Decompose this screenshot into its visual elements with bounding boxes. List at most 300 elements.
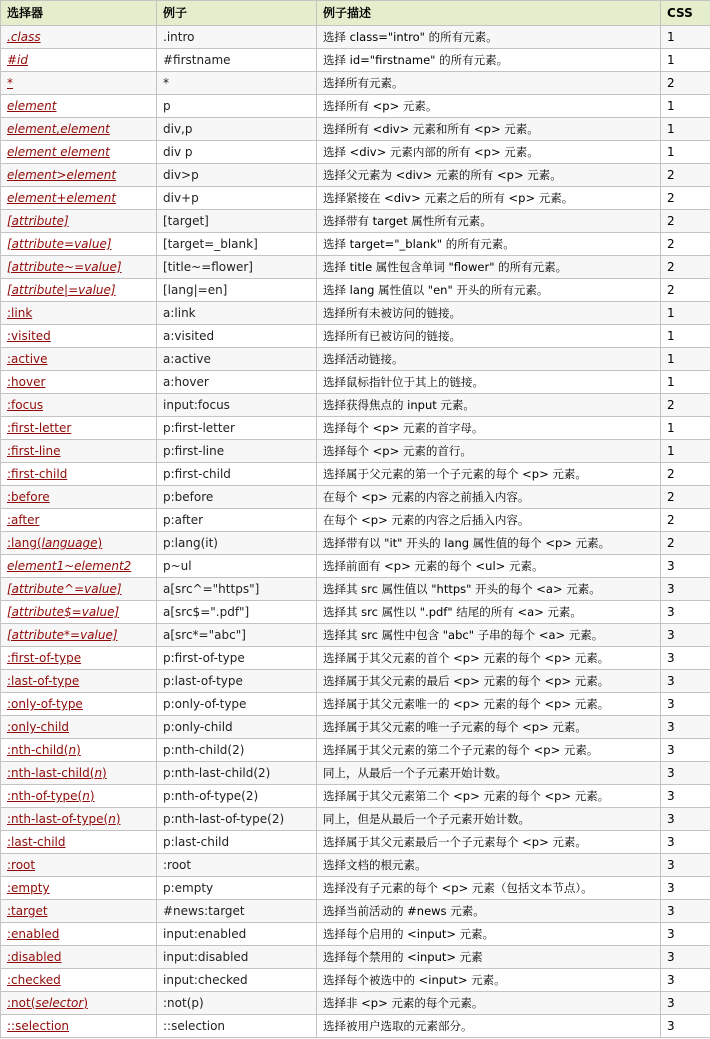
selector-prefix: :root bbox=[7, 858, 36, 872]
description-cell: 选择每个禁用的 <input> 元素 bbox=[317, 946, 661, 969]
css-version-cell: 1 bbox=[661, 141, 710, 164]
selector-link[interactable] bbox=[7, 743, 81, 757]
table-row bbox=[1, 601, 710, 624]
example-cell: input:checked bbox=[157, 969, 317, 992]
selector-link[interactable] bbox=[7, 375, 45, 389]
example-cell: a:hover bbox=[157, 371, 317, 394]
selector-cell bbox=[1, 808, 157, 831]
css-version-cell: 3 bbox=[661, 716, 710, 739]
description-cell: 选择 <div> 元素内部的所有 <p> 元素。 bbox=[317, 141, 661, 164]
description-cell: 选择所有已被访问的链接。 bbox=[317, 325, 661, 348]
description-cell: 选择属于其父元素的首个 <p> 元素的每个 <p> 元素。 bbox=[317, 647, 661, 670]
selector-cell bbox=[1, 716, 157, 739]
header-css-version: CSS bbox=[661, 1, 710, 26]
description-cell: 选择其 src 属性中包含 "abc" 子串的每个 <a> 元素。 bbox=[317, 624, 661, 647]
table-row bbox=[1, 808, 710, 831]
selector-cell bbox=[1, 118, 157, 141]
selector-italic: [attribute^=value] bbox=[7, 582, 122, 596]
table-row bbox=[1, 785, 710, 808]
table-row bbox=[1, 210, 710, 233]
css-version-cell: 1 bbox=[661, 417, 710, 440]
example-cell: #news:target bbox=[157, 900, 317, 923]
description-cell: 选择 class="intro" 的所有元素。 bbox=[317, 26, 661, 49]
selector-link[interactable] bbox=[7, 191, 116, 205]
selector-cell bbox=[1, 394, 157, 417]
example-cell: input:enabled bbox=[157, 923, 317, 946]
selector-prefix: :visited bbox=[7, 329, 51, 343]
selector-prefix: :active bbox=[7, 352, 48, 366]
css-version-cell: 3 bbox=[661, 601, 710, 624]
selector-suffix: ) bbox=[102, 766, 107, 780]
selector-prefix: :link bbox=[7, 306, 33, 320]
table-row bbox=[1, 877, 710, 900]
selector-cell bbox=[1, 210, 157, 233]
selector-link[interactable] bbox=[7, 559, 131, 573]
table-row bbox=[1, 394, 710, 417]
table-row bbox=[1, 486, 710, 509]
selector-prefix: :nth-last-of-type( bbox=[7, 812, 109, 826]
selector-cell bbox=[1, 256, 157, 279]
selector-link[interactable] bbox=[7, 398, 43, 412]
selector-link[interactable] bbox=[7, 812, 121, 826]
example-cell: p:nth-of-type(2) bbox=[157, 785, 317, 808]
example-cell: div+p bbox=[157, 187, 317, 210]
table-row bbox=[1, 233, 710, 256]
example-cell: p:nth-last-of-type(2) bbox=[157, 808, 317, 831]
selector-link[interactable] bbox=[7, 421, 71, 435]
description-cell: 同上，从最后一个子元素开始计数。 bbox=[317, 762, 661, 785]
selector-italic: n bbox=[68, 743, 77, 757]
description-cell: 选择属于其父元素的唯一子元素的每个 <p> 元素。 bbox=[317, 716, 661, 739]
example-cell: [target] bbox=[157, 210, 317, 233]
selector-cell bbox=[1, 141, 157, 164]
css-version-cell: 2 bbox=[661, 509, 710, 532]
description-cell: 选择 title 属性包含单词 "flower" 的所有元素。 bbox=[317, 256, 661, 279]
table-row bbox=[1, 187, 710, 210]
description-cell: 选择没有子元素的每个 <p> 元素（包括文本节点）。 bbox=[317, 877, 661, 900]
selector-italic: n bbox=[82, 789, 90, 803]
example-cell: p:after bbox=[157, 509, 317, 532]
css-version-cell: 2 bbox=[661, 233, 710, 256]
selector-prefix: :last-child bbox=[7, 835, 66, 849]
table-row bbox=[1, 417, 710, 440]
selector-cell bbox=[1, 233, 157, 256]
table-row bbox=[1, 923, 710, 946]
example-cell: a[src^="https"] bbox=[157, 578, 317, 601]
selector-link[interactable] bbox=[7, 605, 119, 619]
selector-cell bbox=[1, 624, 157, 647]
description-cell: 选择所有元素。 bbox=[317, 72, 661, 95]
selector-prefix: :first-letter bbox=[7, 421, 72, 435]
table-row bbox=[1, 371, 710, 394]
selector-prefix: * bbox=[7, 76, 13, 90]
example-cell: p:lang(it) bbox=[157, 532, 317, 555]
selector-prefix: :enabled bbox=[7, 927, 60, 941]
css-version-cell: 3 bbox=[661, 831, 710, 854]
css-version-cell: 2 bbox=[661, 486, 710, 509]
selector-cell bbox=[1, 302, 157, 325]
css-version-cell: 2 bbox=[661, 187, 710, 210]
example-cell: a[src*="abc"] bbox=[157, 624, 317, 647]
table-row bbox=[1, 739, 710, 762]
css-version-cell: 2 bbox=[661, 532, 710, 555]
selector-cell bbox=[1, 348, 157, 371]
selector-cell bbox=[1, 1015, 157, 1038]
example-cell: :not(p) bbox=[157, 992, 317, 1015]
selector-suffix: ) bbox=[83, 996, 89, 1010]
selector-link[interactable] bbox=[7, 260, 122, 274]
description-cell: 选择所有 <p> 元素。 bbox=[317, 95, 661, 118]
description-cell: 选择属于其父元素的第二个子元素的每个 <p> 元素。 bbox=[317, 739, 661, 762]
example-cell: a:link bbox=[157, 302, 317, 325]
selector-link[interactable] bbox=[7, 904, 48, 918]
table-row bbox=[1, 854, 710, 877]
selector-prefix: :hover bbox=[7, 375, 46, 389]
description-cell: 选择带有以 "it" 开头的 lang 属性值的每个 <p> 元素。 bbox=[317, 532, 661, 555]
example-cell: ::selection bbox=[157, 1015, 317, 1038]
example-cell: a:active bbox=[157, 348, 317, 371]
selector-cell bbox=[1, 72, 157, 95]
description-cell: 选择被用户选取的元素部分。 bbox=[317, 1015, 661, 1038]
table-row bbox=[1, 509, 710, 532]
selector-italic: n bbox=[94, 766, 103, 780]
header-selector: 选择器 bbox=[1, 1, 157, 26]
table-row bbox=[1, 900, 710, 923]
description-cell: 选择每个 <p> 元素的首行。 bbox=[317, 440, 661, 463]
css-version-cell: 3 bbox=[661, 762, 710, 785]
selector-link[interactable] bbox=[7, 168, 116, 182]
example-cell: p:only-of-type bbox=[157, 693, 317, 716]
selector-suffix: ) bbox=[89, 789, 95, 803]
description-cell: 选择每个被选中的 <input> 元素。 bbox=[317, 969, 661, 992]
example-cell: p:first-of-type bbox=[157, 647, 317, 670]
selector-link[interactable] bbox=[7, 950, 62, 964]
table-row bbox=[1, 164, 710, 187]
description-cell: 选择带有 target 属性所有元素。 bbox=[317, 210, 661, 233]
css-version-cell: 3 bbox=[661, 578, 710, 601]
selector-link[interactable] bbox=[7, 973, 61, 987]
selector-italic: [attribute|=value] bbox=[7, 283, 116, 297]
table-row bbox=[1, 72, 710, 95]
table-row bbox=[1, 831, 710, 854]
selector-link[interactable] bbox=[7, 835, 66, 849]
selector-prefix: :after bbox=[7, 513, 40, 527]
css-version-cell: 3 bbox=[661, 923, 710, 946]
selector-link[interactable] bbox=[7, 881, 50, 895]
css-version-cell: 3 bbox=[661, 624, 710, 647]
selector-link[interactable] bbox=[7, 467, 67, 481]
description-cell: 选择获得焦点的 input 元素。 bbox=[317, 394, 661, 417]
example-cell: p bbox=[157, 95, 317, 118]
header-example: 例子 bbox=[157, 1, 317, 26]
table-row bbox=[1, 532, 710, 555]
selector-prefix: :first-of-type bbox=[7, 651, 82, 665]
selector-link[interactable] bbox=[7, 513, 39, 527]
selector-cell bbox=[1, 877, 157, 900]
selector-italic: n bbox=[108, 812, 116, 826]
description-cell: 选择属于其父元素第二个 <p> 元素的每个 <p> 元素。 bbox=[317, 785, 661, 808]
table-row bbox=[1, 141, 710, 164]
selector-link[interactable] bbox=[7, 674, 79, 688]
table-row bbox=[1, 670, 710, 693]
selector-link[interactable] bbox=[7, 720, 69, 734]
selector-link[interactable] bbox=[7, 490, 50, 504]
example-cell: p:first-child bbox=[157, 463, 317, 486]
selector-link[interactable] bbox=[7, 858, 35, 872]
selector-suffix: ) bbox=[115, 812, 121, 826]
example-cell: .intro bbox=[157, 26, 317, 49]
css-version-cell: 2 bbox=[661, 279, 710, 302]
selector-prefix: :lang( bbox=[7, 536, 42, 550]
selector-cell bbox=[1, 187, 157, 210]
selector-cell bbox=[1, 26, 157, 49]
description-cell: 选择属于其父元素唯一的 <p> 元素的每个 <p> 元素。 bbox=[317, 693, 661, 716]
css-version-cell: 3 bbox=[661, 693, 710, 716]
selector-italic: [attribute*=value] bbox=[7, 628, 118, 642]
description-cell: 选择当前活动的 #news 元素。 bbox=[317, 900, 661, 923]
selector-cell bbox=[1, 762, 157, 785]
selector-link[interactable] bbox=[7, 628, 118, 642]
selector-cell bbox=[1, 900, 157, 923]
css-version-cell: 3 bbox=[661, 969, 710, 992]
selector-link[interactable] bbox=[7, 444, 60, 458]
selector-italic: #id bbox=[7, 53, 29, 67]
selector-cell bbox=[1, 601, 157, 624]
table-header bbox=[1, 1, 710, 26]
selector-link[interactable] bbox=[7, 99, 56, 113]
description-cell: 同上，但是从最后一个子元素开始计数。 bbox=[317, 808, 661, 831]
table-row bbox=[1, 256, 710, 279]
example-cell: input:disabled bbox=[157, 946, 317, 969]
css-version-cell: 3 bbox=[661, 854, 710, 877]
example-cell: p:only-child bbox=[157, 716, 317, 739]
selector-cell bbox=[1, 440, 157, 463]
description-cell: 选择其 src 属性值以 "https" 开头的每个 <a> 元素。 bbox=[317, 578, 661, 601]
selector-cell bbox=[1, 670, 157, 693]
selector-italic: [attribute] bbox=[7, 214, 69, 228]
description-cell: 选择活动链接。 bbox=[317, 348, 661, 371]
description-cell: 选择属于其父元素最后一个子元素每个 <p> 元素。 bbox=[317, 831, 661, 854]
description-cell: 选择属于其父元素的最后 <p> 元素的每个 <p> 元素。 bbox=[317, 670, 661, 693]
example-cell: * bbox=[157, 72, 317, 95]
example-cell: p:before bbox=[157, 486, 317, 509]
description-cell: 在每个 <p> 元素的内容之前插入内容。 bbox=[317, 486, 661, 509]
example-cell: [target=_blank] bbox=[157, 233, 317, 256]
description-cell: 选择所有未被访问的链接。 bbox=[317, 302, 661, 325]
selector-cell bbox=[1, 325, 157, 348]
selector-link[interactable] bbox=[7, 145, 110, 159]
css-version-cell: 3 bbox=[661, 808, 710, 831]
table-row bbox=[1, 302, 710, 325]
selector-link[interactable] bbox=[7, 996, 88, 1010]
example-cell: p:first-letter bbox=[157, 417, 317, 440]
selector-link[interactable] bbox=[7, 30, 41, 44]
css-version-cell: 3 bbox=[661, 900, 710, 923]
example-cell: [lang|=en] bbox=[157, 279, 317, 302]
css-version-cell: 2 bbox=[661, 164, 710, 187]
example-cell: p:last-child bbox=[157, 831, 317, 854]
selector-italic: language bbox=[41, 536, 98, 550]
selector-prefix: :checked bbox=[7, 973, 61, 987]
table-row bbox=[1, 440, 710, 463]
selector-link[interactable] bbox=[7, 927, 59, 941]
selector-cell bbox=[1, 371, 157, 394]
selector-italic: element+element bbox=[7, 191, 117, 205]
selector-cell bbox=[1, 463, 157, 486]
table-row bbox=[1, 624, 710, 647]
table-row bbox=[1, 578, 710, 601]
table-row bbox=[1, 555, 710, 578]
description-cell: 选择 id="firstname" 的所有元素。 bbox=[317, 49, 661, 72]
description-cell: 选择前面有 <p> 元素的每个 <ul> 元素。 bbox=[317, 555, 661, 578]
example-cell: a[src$=".pdf"] bbox=[157, 601, 317, 624]
selector-cell bbox=[1, 647, 157, 670]
css-version-cell: 1 bbox=[661, 440, 710, 463]
selector-link[interactable] bbox=[7, 237, 112, 251]
selector-prefix: :target bbox=[7, 904, 48, 918]
selector-cell bbox=[1, 49, 157, 72]
css-version-cell: 1 bbox=[661, 371, 710, 394]
selector-link[interactable] bbox=[7, 53, 28, 67]
selector-cell bbox=[1, 555, 157, 578]
selector-link[interactable] bbox=[7, 536, 102, 550]
selector-italic: element element bbox=[7, 145, 110, 159]
selector-cell bbox=[1, 578, 157, 601]
css-version-cell: 2 bbox=[661, 256, 710, 279]
selector-prefix: :only-of-type bbox=[7, 697, 83, 711]
selector-prefix: :empty bbox=[7, 881, 50, 895]
css-version-cell: 3 bbox=[661, 992, 710, 1015]
selector-italic: element1~element2 bbox=[7, 559, 132, 573]
selector-link[interactable] bbox=[7, 283, 116, 297]
selector-link[interactable] bbox=[7, 329, 51, 343]
selector-prefix: ::selection bbox=[7, 1019, 70, 1033]
example-cell: #firstname bbox=[157, 49, 317, 72]
description-cell: 选择其 src 属性以 ".pdf" 结尾的所有 <a> 元素。 bbox=[317, 601, 661, 624]
table-row bbox=[1, 463, 710, 486]
css-version-cell: 2 bbox=[661, 463, 710, 486]
description-cell: 选择紧接在 <div> 元素之后的所有 <p> 元素。 bbox=[317, 187, 661, 210]
example-cell: p:last-of-type bbox=[157, 670, 317, 693]
selector-cell bbox=[1, 992, 157, 1015]
selector-cell bbox=[1, 923, 157, 946]
selector-suffix: ) bbox=[97, 536, 103, 550]
selector-link[interactable] bbox=[7, 697, 83, 711]
example-cell: div,p bbox=[157, 118, 317, 141]
selector-cell bbox=[1, 279, 157, 302]
header-description: 例子描述 bbox=[317, 1, 661, 26]
selector-prefix: :nth-last-child( bbox=[7, 766, 95, 780]
selector-link[interactable] bbox=[7, 651, 81, 665]
selector-italic: [attribute=value] bbox=[7, 237, 112, 251]
selector-cell bbox=[1, 486, 157, 509]
selector-cell bbox=[1, 739, 157, 762]
selector-prefix: :last-of-type bbox=[7, 674, 80, 688]
selector-link[interactable] bbox=[7, 582, 122, 596]
selector-prefix: :nth-child( bbox=[7, 743, 69, 757]
selector-prefix: :disabled bbox=[7, 950, 62, 964]
selector-cell bbox=[1, 532, 157, 555]
css-version-cell: 3 bbox=[661, 647, 710, 670]
selector-italic: selector bbox=[35, 996, 84, 1010]
selector-cell bbox=[1, 831, 157, 854]
example-cell: a:visited bbox=[157, 325, 317, 348]
selector-link[interactable] bbox=[7, 352, 48, 366]
selector-italic: [attribute~=value] bbox=[7, 260, 122, 274]
selector-link[interactable] bbox=[7, 789, 95, 803]
description-cell: 选择文档的根元素。 bbox=[317, 854, 661, 877]
example-cell: p:nth-last-child(2) bbox=[157, 762, 317, 785]
description-cell: 选择父元素为 <div> 元素的所有 <p> 元素。 bbox=[317, 164, 661, 187]
selector-prefix: :first-line bbox=[7, 444, 61, 458]
selector-italic: [attribute$=value] bbox=[7, 605, 120, 619]
table-row bbox=[1, 325, 710, 348]
selector-cell bbox=[1, 946, 157, 969]
description-cell: 选择 lang 属性值以 "en" 开头的所有元素。 bbox=[317, 279, 661, 302]
selector-prefix: :focus bbox=[7, 398, 44, 412]
selector-prefix: :nth-of-type( bbox=[7, 789, 83, 803]
selector-link[interactable] bbox=[7, 306, 32, 320]
example-cell: p~ul bbox=[157, 555, 317, 578]
table-row bbox=[1, 348, 710, 371]
example-cell: [title~=flower] bbox=[157, 256, 317, 279]
selector-prefix: :before bbox=[7, 490, 50, 504]
css-version-cell: 3 bbox=[661, 785, 710, 808]
selector-link[interactable] bbox=[7, 76, 13, 90]
selector-link[interactable] bbox=[7, 1019, 69, 1033]
example-cell: p:first-line bbox=[157, 440, 317, 463]
table-row bbox=[1, 647, 710, 670]
table-row bbox=[1, 279, 710, 302]
selector-prefix: :not( bbox=[7, 996, 36, 1010]
css-version-cell: 3 bbox=[661, 555, 710, 578]
description-cell: 选择每个启用的 <input> 元素。 bbox=[317, 923, 661, 946]
description-cell: 在每个 <p> 元素的内容之后插入内容。 bbox=[317, 509, 661, 532]
example-cell: :root bbox=[157, 854, 317, 877]
table-row bbox=[1, 946, 710, 969]
header-row bbox=[1, 1, 710, 26]
example-cell: div p bbox=[157, 141, 317, 164]
description-cell: 选择每个 <p> 元素的首字母。 bbox=[317, 417, 661, 440]
css-version-cell: 1 bbox=[661, 49, 710, 72]
css-version-cell: 1 bbox=[661, 26, 710, 49]
table-row bbox=[1, 716, 710, 739]
css-version-cell: 3 bbox=[661, 877, 710, 900]
selector-cell bbox=[1, 417, 157, 440]
selector-link[interactable] bbox=[7, 122, 110, 136]
selector-italic: element,element bbox=[7, 122, 110, 136]
css-version-cell: 3 bbox=[661, 739, 710, 762]
example-cell: p:empty bbox=[157, 877, 317, 900]
table-row bbox=[1, 26, 710, 49]
selector-italic: element>element bbox=[7, 168, 117, 182]
description-cell: 选择 target="_blank" 的所有元素。 bbox=[317, 233, 661, 256]
css-version-cell: 1 bbox=[661, 95, 710, 118]
selector-link[interactable] bbox=[7, 766, 107, 780]
table-row bbox=[1, 49, 710, 72]
selector-link[interactable] bbox=[7, 214, 69, 228]
css-version-cell: 3 bbox=[661, 1015, 710, 1038]
description-cell: 选择非 <p> 元素的每个元素。 bbox=[317, 992, 661, 1015]
css-version-cell: 2 bbox=[661, 210, 710, 233]
selector-cell bbox=[1, 164, 157, 187]
table-row bbox=[1, 693, 710, 716]
table-row bbox=[1, 762, 710, 785]
css-version-cell: 3 bbox=[661, 946, 710, 969]
selector-cell bbox=[1, 785, 157, 808]
css-version-cell: 1 bbox=[661, 348, 710, 371]
description-cell: 选择鼠标指针位于其上的链接。 bbox=[317, 371, 661, 394]
